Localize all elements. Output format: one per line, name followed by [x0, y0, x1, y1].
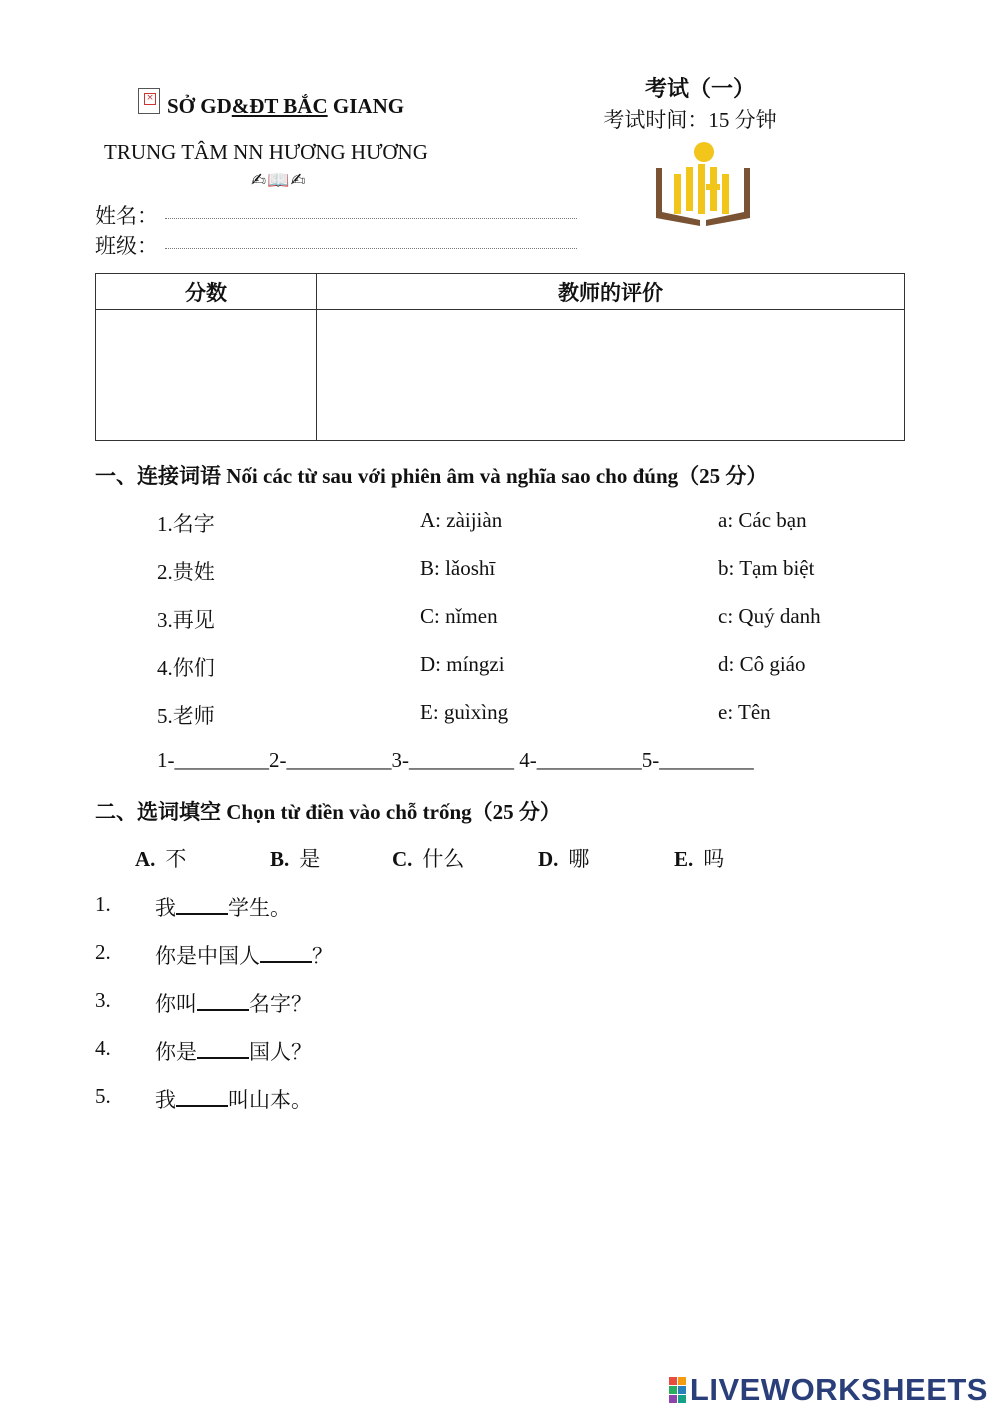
section2-title: 二、选词填空 Chọn từ điền vào chỗ trống（25 分） [95, 800, 561, 824]
match-answer-blanks[interactable]: 1-_________2-__________3-__________ 4-__________5-_________ [157, 748, 754, 772]
pinyin-item[interactable]: A: zàijiàn [420, 508, 503, 532]
choice-option[interactable]: B. 是 [270, 847, 321, 871]
school-name: SỞ GD&ĐT BẮC GIANG [167, 94, 405, 118]
section1-title: 一、连接词语 Nối các từ sau với phiên âm và nghĩa sao cho đúng（25 分） [95, 464, 768, 488]
name-label: 姓名： [95, 204, 158, 228]
class-field[interactable] [95, 230, 158, 260]
answer-blank[interactable] [260, 943, 312, 963]
choice-option[interactable]: A. 不 [135, 847, 187, 871]
center-name: TRUNG TÂM NN HƯƠNG HƯƠNG [104, 140, 428, 164]
liveworksheets-logo[interactable] [669, 1372, 988, 1408]
book-pen-ornament-icon: ✍📖✍ [251, 170, 307, 191]
pinyin-item[interactable]: E: guìxìng [420, 700, 509, 724]
meaning-item[interactable]: b: Tạm biệt [718, 556, 815, 580]
score-table [95, 273, 905, 441]
answer-blank[interactable] [197, 1039, 249, 1059]
class-label: 班级： [95, 234, 158, 258]
score-cell[interactable] [96, 310, 317, 441]
teacher-comment-cell[interactable] [317, 310, 905, 441]
choice-option[interactable]: E. 吗 [674, 847, 725, 871]
name-field[interactable] [95, 200, 158, 230]
meaning-item[interactable]: e: Tên [718, 700, 771, 724]
pinyin-item[interactable]: C: nǐmen [420, 604, 498, 628]
word-item[interactable]: 1.名字 [157, 512, 215, 536]
meaning-item[interactable]: c: Quý danh [718, 604, 821, 628]
answer-blank[interactable] [176, 1087, 228, 1107]
choice-option[interactable]: C. 什么 [392, 847, 465, 871]
score-header: 分数 [96, 274, 317, 310]
exam-time: 考试时间：15 分钟 [603, 108, 777, 132]
choice-option[interactable]: D. 哪 [538, 847, 590, 871]
name-dotted-line[interactable] [165, 218, 577, 219]
word-item[interactable]: 5.老师 [157, 704, 215, 728]
exam-title: 考试（一） [644, 76, 755, 101]
answer-blank[interactable] [176, 895, 228, 915]
meaning-item[interactable]: a: Các bạn [718, 508, 807, 532]
answer-blank[interactable] [197, 991, 249, 1011]
liveworksheets-mark-icon [669, 1377, 686, 1403]
pinyin-item[interactable]: D: míngzi [420, 652, 505, 676]
broken-image-icon: × [138, 88, 160, 114]
class-dotted-line[interactable] [165, 248, 577, 249]
pinyin-item[interactable]: B: lǎoshī [420, 556, 496, 580]
meaning-item[interactable]: d: Cô giáo [718, 652, 806, 676]
liveworksheets-text: LIVEWORKSHEETS [689, 1372, 988, 1407]
word-item[interactable]: 4.你们 [157, 656, 215, 680]
teacher-comment-header: 教师的评价 [317, 274, 905, 310]
book-logo-icon [650, 140, 754, 233]
word-item[interactable]: 2.贵姓 [157, 560, 215, 584]
word-item[interactable]: 3.再见 [157, 608, 215, 632]
